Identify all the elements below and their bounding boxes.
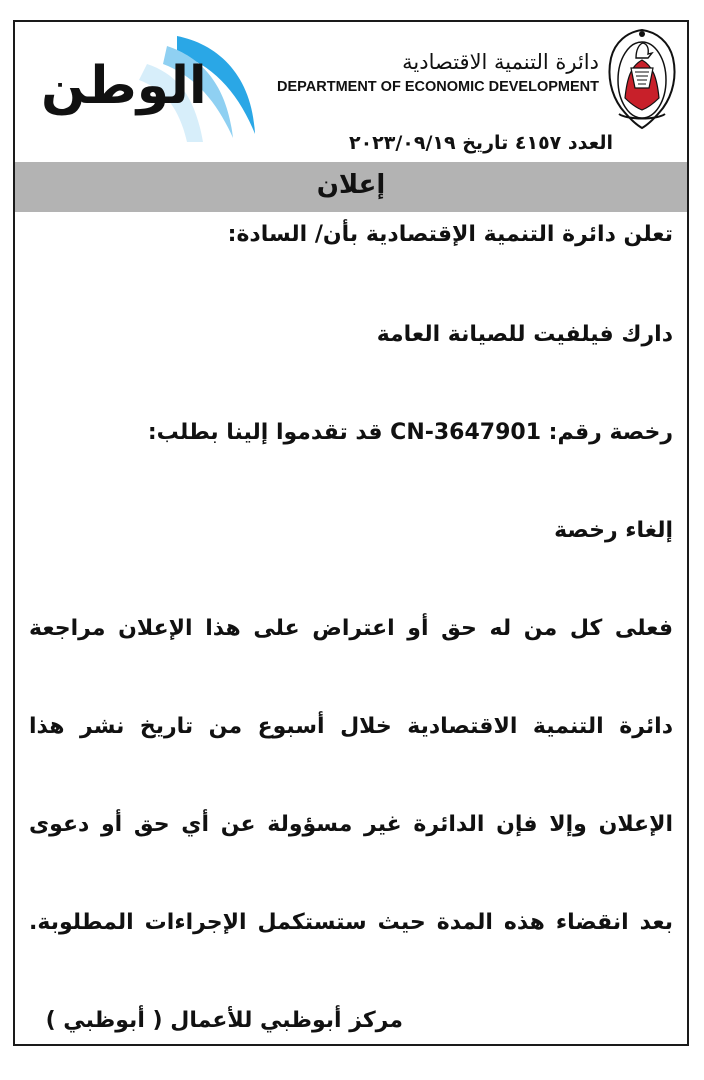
newspaper-logo — [27, 34, 267, 164]
license-line: رخصة رقم: CN-3647901 قد تقدموا إلينا بطلب: — [147, 420, 673, 445]
announcement-title: إعلان — [316, 170, 386, 200]
header — [15, 22, 687, 162]
company-name: دارك فيلفيت للصيانة العامة — [376, 322, 673, 347]
abu-dhabi-falcon-emblem-icon — [605, 28, 679, 130]
department-name-en: DEPARTMENT OF ECONOMIC DEVELOPMENT — [277, 79, 599, 96]
department-block — [277, 50, 599, 95]
title-band — [15, 162, 687, 212]
body-line: بعد انقضاء هذه المدة حيث ستستكمل الإجراءات المطلوبة. — [29, 910, 673, 935]
body-line: الإعلان وإلا فإن الدائرة غير مسؤولة عن أي حق أو دعوى — [29, 812, 673, 837]
body-line: تعلن دائرة التنمية الإقتصادية بأن/ السادة: — [227, 222, 673, 247]
announcement-frame — [13, 20, 689, 1046]
newspaper-name: الوطن — [41, 56, 207, 116]
issue-number-date: العدد ٤١٥٧ تاريخ ٢٠٢٣/٠٩/١٩ — [348, 132, 613, 154]
body-line: دائرة التنمية الاقتصادية خلال أسبوع من تاريخ نشر هذا — [29, 714, 673, 739]
body-line: فعلى كل من له حق أو اعتراض على هذا الإعلان مراجعة — [29, 616, 673, 641]
department-name-ar: دائرة التنمية الاقتصادية — [402, 50, 599, 74]
issuer-line: مركز أبوظبي للأعمال ( أبوظبي ) — [45, 1008, 403, 1033]
request-type: إلغاء رخصة — [554, 518, 673, 543]
